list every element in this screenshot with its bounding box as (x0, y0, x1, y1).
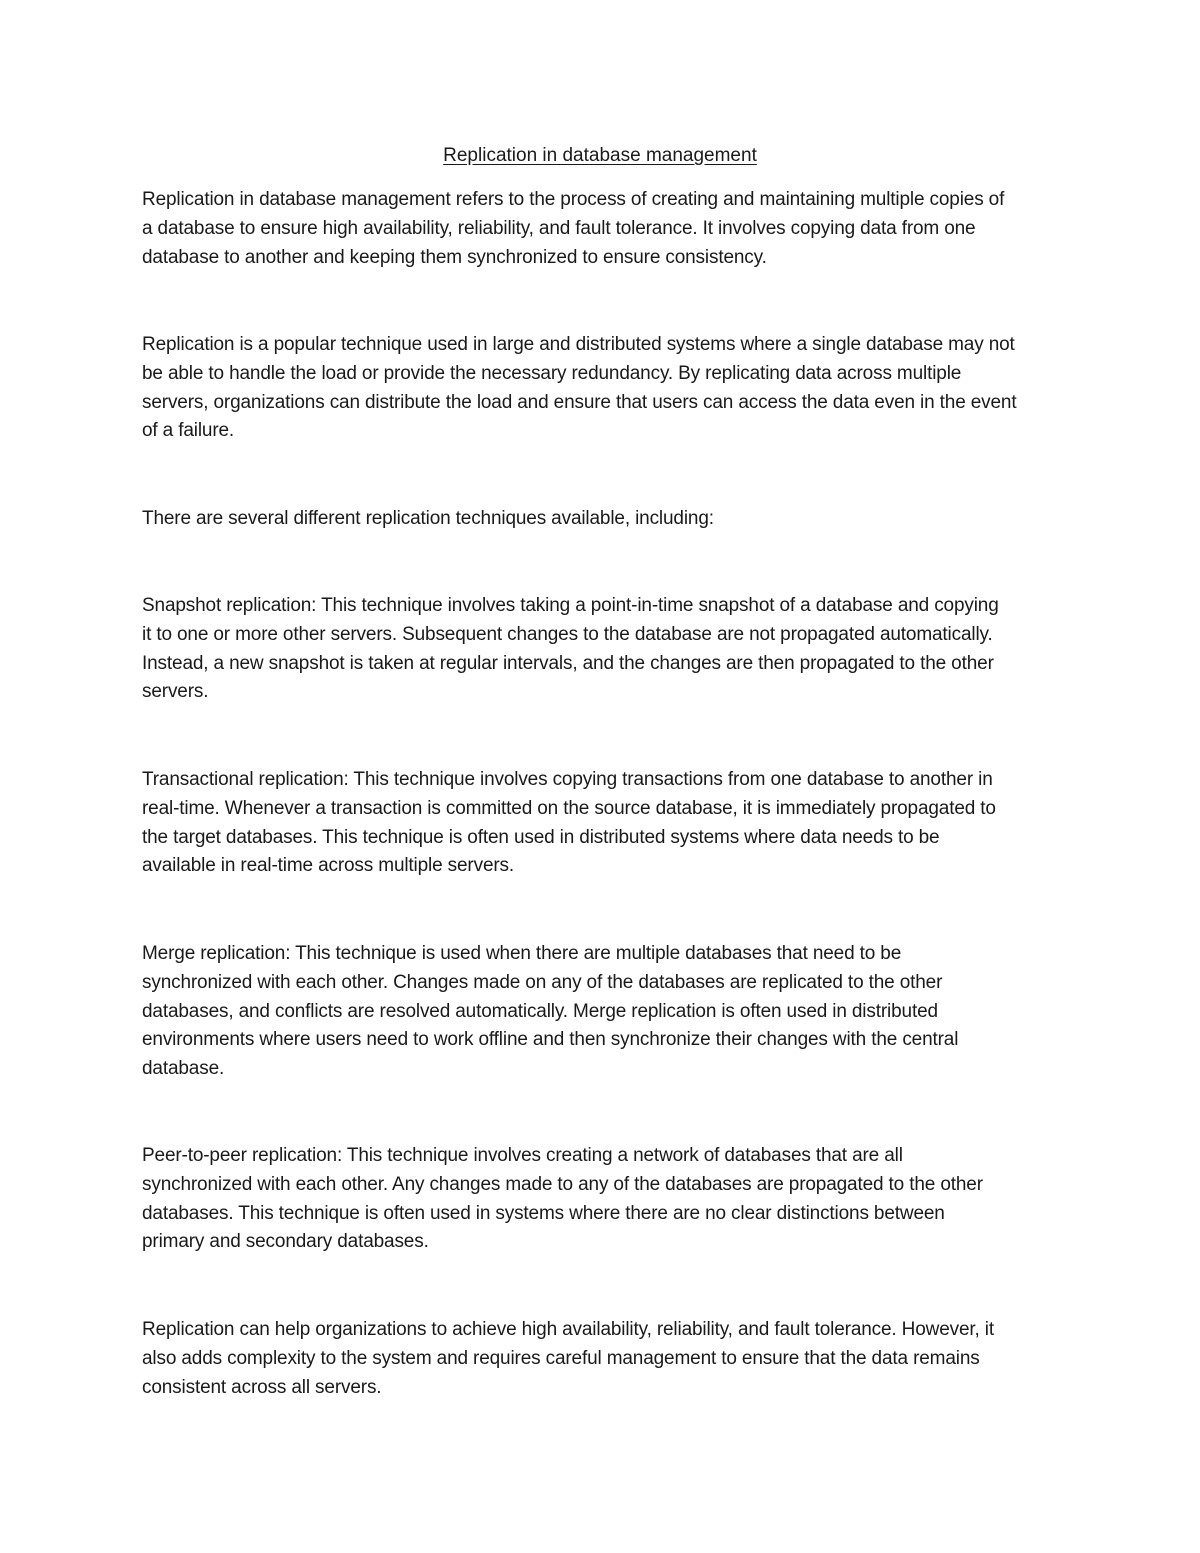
paragraph-line: of a failure. (142, 420, 235, 442)
paragraph-peer-to-peer-replication (142, 1142, 1062, 1257)
paragraph-popular-technique (142, 331, 1062, 446)
paragraph-line: databases. This technique is often used in systems where there are no clear distinctions between (142, 1202, 945, 1224)
paragraph-techniques-intro (142, 505, 1062, 534)
paragraph-line: database to another and keeping them synchronized to ensure consistency. (142, 246, 767, 268)
paragraph-line: real-time. Whenever a transaction is committed on the source database, it is immediately propagated to (142, 797, 996, 819)
paragraph-line: servers. (142, 681, 209, 703)
paragraph-line: Merge replication: This technique is used when there are multiple databases that need to be (142, 943, 902, 964)
paragraph-line: be able to handle the load or provide the necessary redundancy. By replicating data across multiple (142, 362, 962, 384)
paragraph-line: consistent across all servers. (142, 1376, 382, 1398)
paragraph-line: the target databases. This technique is often used in distributed systems where data needs to be (142, 826, 940, 848)
paragraph-snapshot-replication (142, 592, 1062, 707)
paragraph-line: also adds complexity to the system and requires careful management to ensure that the data remains (142, 1347, 980, 1369)
paragraph-line: environments where users need to work offline and then synchronize their changes with the central (142, 1029, 959, 1051)
paragraph-line: it to one or more other servers. Subsequent changes to the database are not propagated automatically. (142, 623, 993, 645)
paragraph-line: Peer-to-peer replication: This technique involves creating a network of databases that are all (142, 1145, 903, 1166)
paragraph-line: a database to ensure high availability, reliability, and fault tolerance. It involves copying data from one (142, 217, 976, 239)
paragraph-introduction (142, 186, 1062, 272)
paragraph-line: available in real-time across multiple servers. (142, 855, 515, 877)
paragraph-line: synchronized with each other. Changes made on any of the databases are replicated to the other (142, 971, 943, 993)
document-title: Replication in database management (443, 145, 757, 166)
paragraph-line: synchronized with each other. Any changes made to any of the databases are propagated to the other (142, 1173, 983, 1195)
paragraph-line: servers, organizations can distribute the load and ensure that users can access the data even in the event (142, 391, 1017, 413)
paragraph-line: Replication in database management refers to the process of creating and maintaining multiple copies of (142, 189, 1005, 210)
paragraph-line: Snapshot replication: This technique involves taking a point-in-time snapshot of a database and copying (142, 595, 999, 616)
paragraph-line: primary and secondary databases. (142, 1231, 429, 1253)
paragraph-line: There are several different replication techniques available, including: (142, 508, 714, 529)
paragraph-line: databases, and conflicts are resolved automatically. Merge replication is often used in distributed (142, 1000, 938, 1022)
paragraph-line: Replication can help organizations to achieve high availability, reliability, and fault tolerance. However, it (142, 1319, 995, 1340)
paragraph-line: Transactional replication: This technique involves copying transactions from one database to another in (142, 769, 993, 790)
paragraph-merge-replication (142, 940, 1062, 1084)
paragraph-line: Instead, a new snapshot is taken at regular intervals, and the changes are then propagated to the other (142, 652, 994, 674)
paragraph-transactional-replication (142, 766, 1062, 881)
paragraph-conclusion (142, 1316, 1062, 1402)
paragraph-line: Replication is a popular technique used in large and distributed systems where a single database may not (142, 334, 1015, 355)
paragraph-line: database. (142, 1058, 225, 1080)
